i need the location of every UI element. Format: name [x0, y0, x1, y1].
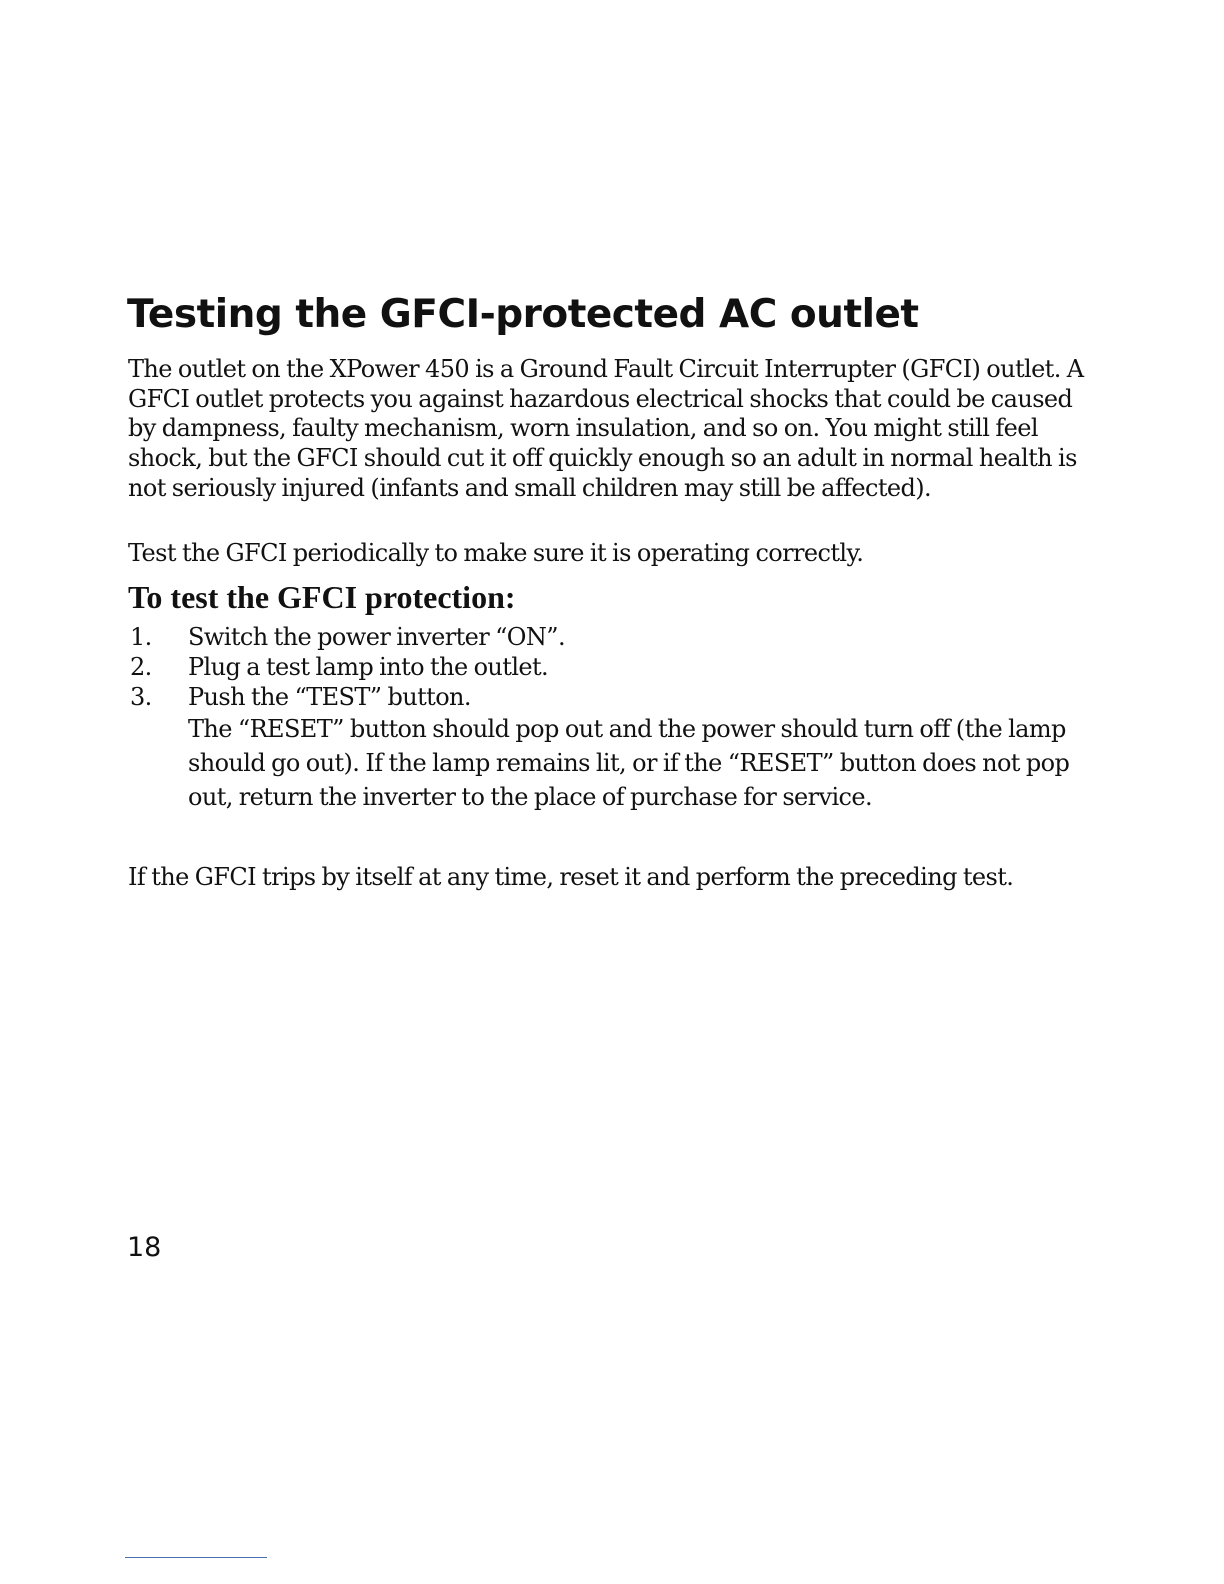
procedure-steps: [128, 622, 1088, 814]
step-text: Switch the power inverter “ON”.: [188, 623, 565, 651]
page-number: 18: [127, 1232, 162, 1263]
procedure-heading: To test the GFCI protection:: [128, 579, 516, 615]
step-item: [128, 652, 1088, 682]
step-number: 3.: [130, 683, 152, 711]
step-number: 1.: [130, 623, 152, 651]
step-text: Push the “TEST” button.: [188, 683, 471, 711]
periodic-test-paragraph: Test the GFCI periodically to make sure it is operating correctly.: [128, 539, 864, 567]
closing-paragraph: If the GFCI trips by itself at any time, reset it and perform the preceding test.: [128, 863, 1014, 891]
footer-rule: [125, 1557, 267, 1558]
step-item: [128, 682, 1088, 814]
step-item: [128, 622, 1088, 652]
section-title: Testing the GFCI-protected AC outlet: [127, 292, 919, 337]
step-number: 2.: [130, 653, 152, 681]
step-note: The “RESET” button should pop out and the power should turn off (the lamp should go out). If the lamp remains lit, or if the “RESET” button does not pop out, return the inverter to the place of purchase for service.: [188, 715, 1070, 811]
step-text: Plug a test lamp into the outlet.: [188, 653, 549, 681]
intro-paragraph: The outlet on the XPower 450 is a Ground Fault Circuit Interrupter (GFCI) outlet. A GFCI outlet protects you against hazardous electrical shocks that could be caused by dampness, faulty mechanism, worn insulation, and so on. You might still feel shock, but the GFCI should cut it off quickly enough so an adult in normal health is not seriously injured (infants and small children may still be affected).: [128, 355, 1084, 502]
